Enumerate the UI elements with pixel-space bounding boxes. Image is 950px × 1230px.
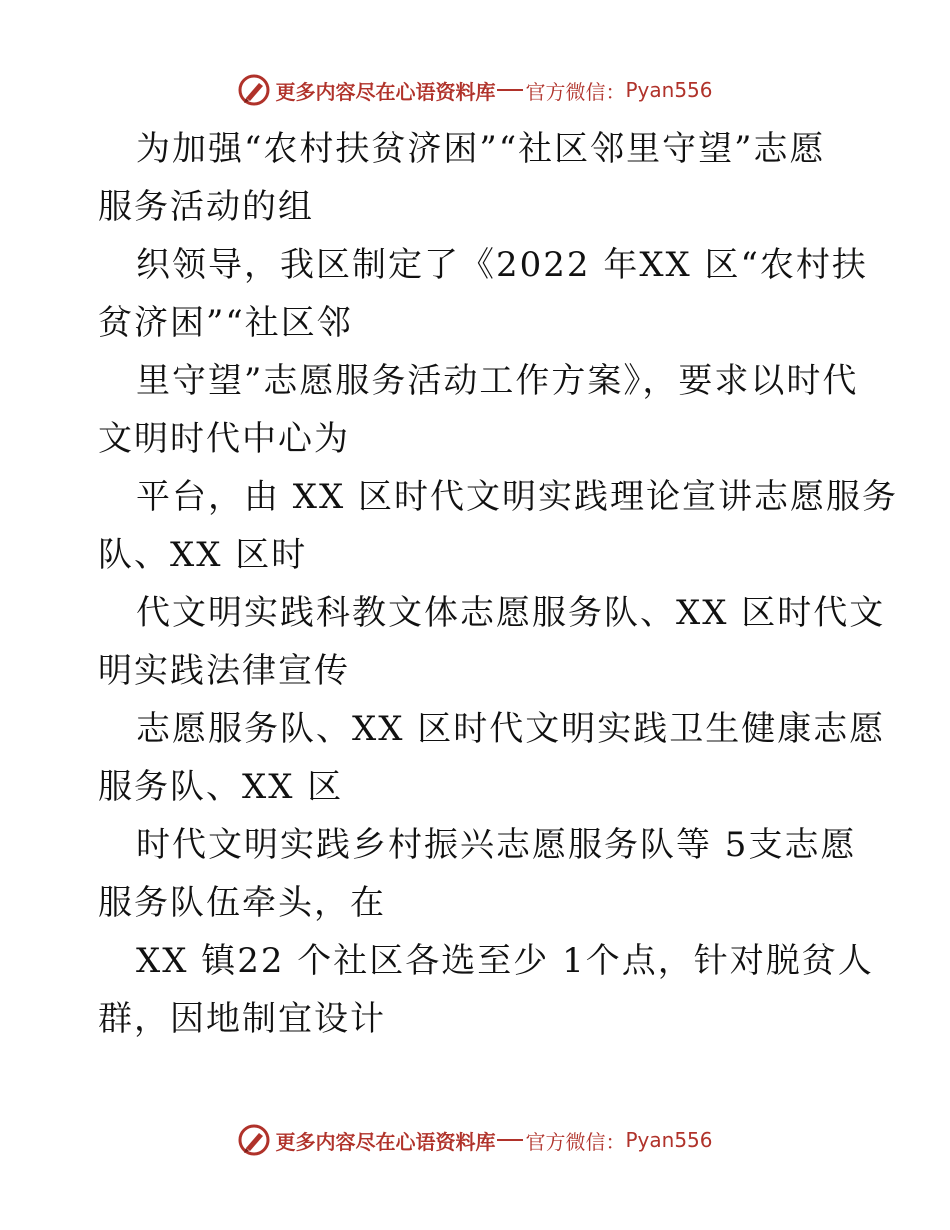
body-line: 贫济困”“社区邻 [98,303,353,343]
body-line: 文明时代中心为 [98,419,350,459]
body-line: 为加强“农村扶贫济困”“社区邻里守望”志愿 [136,129,826,169]
body-line: 织领导，我区制定了《2022 年XX 区“农村扶 [136,245,868,285]
body-line: 队、XX 区时 [98,535,308,575]
header-brand-text: 更多内容尽在心语资料库 [275,79,496,104]
body-line: 服务队、XX 区 [98,767,344,807]
body-line: 志愿服务队、XX 区时代文明实践卫生健康志愿 [136,709,886,749]
body-line: 明实践法律宣传 [98,651,350,691]
pen-logo-icon [237,1123,271,1157]
body-line: 服务活动的组 [98,187,314,227]
body-line: 时代文明实践乡村振兴志愿服务队等 5支志愿 [136,825,857,865]
body-line: 代文明实践科教文体志愿服务队、XX 区时代文 [136,593,886,633]
footer-wechat-label: 官方微信： [525,1129,626,1154]
footer-separator [497,1139,523,1141]
body-line: 群，因地制宜设计 [98,999,386,1039]
footer-wechat-id: Pyan556 [625,1128,713,1152]
body-line: 服务队伍牵头，在 [98,883,386,923]
footer-brand-text: 更多内容尽在心语资料库 [275,1129,496,1154]
body-line: 里守望”志愿服务活动工作方案》，要求以时代 [136,361,859,401]
header-banner [0,70,950,110]
footer-banner [0,1120,950,1160]
pen-logo-icon [237,73,271,107]
header-wechat-id: Pyan556 [625,78,713,102]
body-line: 平台，由 XX 区时代文明实践理论宣讲志愿服务 [136,477,899,517]
document-body [98,120,899,1048]
header-wechat-label: 官方微信： [525,79,626,104]
body-line: XX 镇22 个社区各选至少 1个点，针对脱贫人 [136,941,874,981]
header-separator [497,89,523,91]
